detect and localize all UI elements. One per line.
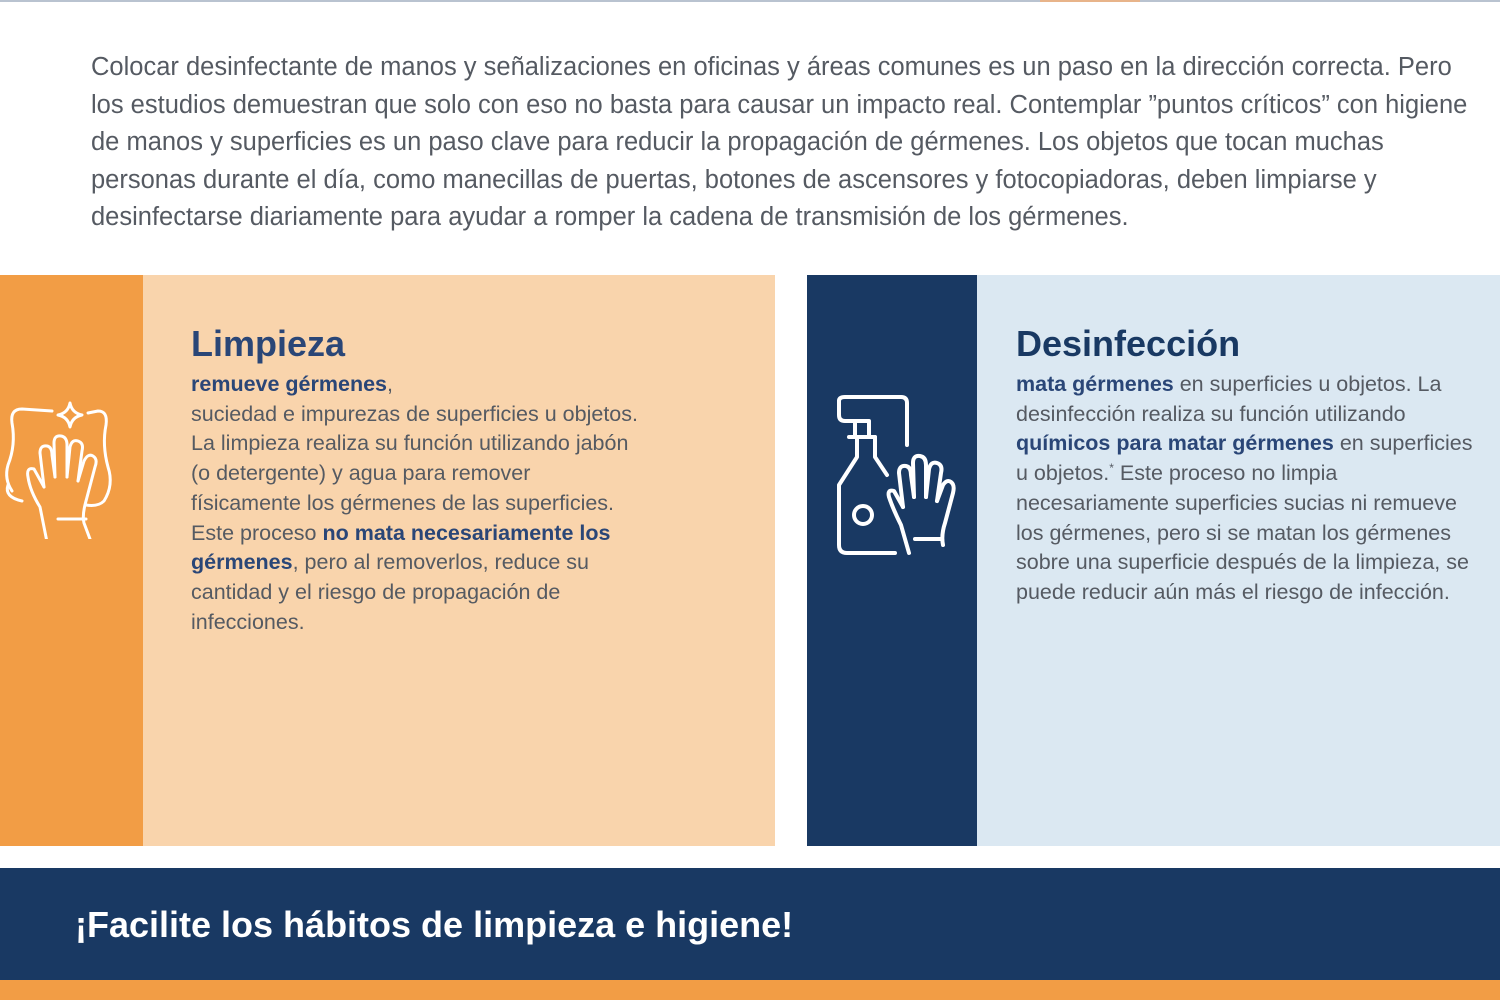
disinfection-description <box>1016 370 1486 608</box>
cleaning-title: Limpieza <box>191 323 346 364</box>
footnote-mark: * <box>1109 460 1114 475</box>
spray-bottle-glove-icon <box>829 393 957 563</box>
disinfection-text-2: en superficies u objetos. <box>1016 431 1473 486</box>
disinfection-title: Desinfección <box>1016 323 1241 364</box>
cleaning-text-end: , pero al removerlos, reduce su cantidad y el riesgo de propagación de infecciones. <box>191 550 589 634</box>
banner-heading: ¡Facilite los hábitos de limpieza e higiene! <box>75 904 794 945</box>
disinfection-text-1: en superficies u objetos. La desinfección realiza su función utilizando <box>1016 372 1442 426</box>
cleaning-highlight-removes: remueve gérmenes <box>191 372 387 396</box>
cleaning-text-main: suciedad e impurezas de superficies u objetos. La limpieza realiza su función utilizando jabón (o detergente) y agua para remover físicamente los gérmenes de las superficies. Este proceso <box>191 401 638 545</box>
cleaning-card <box>0 275 775 846</box>
bottom-accent-bar <box>0 980 1500 1000</box>
cleaning-text-comma: , <box>387 372 393 396</box>
disinfection-card <box>807 275 1500 846</box>
cleaning-description <box>191 370 646 637</box>
disinfection-text-3: Este proceso no limpia necesariamente superficies sucias ni remueve los gérmenes, pero si se matan los gérmenes sobre una superficie después de la limpieza, se puede reducir aún más el riesgo de infección. <box>1016 461 1469 604</box>
cleaning-cloth-glove-icon <box>0 389 122 539</box>
habits-banner <box>0 868 1500 980</box>
top-divider <box>0 0 1500 2</box>
disinfection-icon-strip <box>807 275 977 846</box>
disinfection-highlight-kills: mata gérmenes <box>1016 372 1174 396</box>
disinfection-highlight-chemicals: químicos para matar gérmenes <box>1016 431 1334 456</box>
cleaning-icon-strip <box>0 275 143 846</box>
intro-paragraph: Colocar desinfectante de manos y señalizaciones en oficinas y áreas comunes es un paso en la dirección correcta. Pero los estudios demuestran que solo con eso no basta para causar un impacto real. Contemplar ”puntos críticos” con higiene de manos y superficies es un paso clave para reducir la propagación de gérmenes. Los objetos que tocan muchas personas durante el día, como manecillas de puertas, botones de ascensores y fotocopiadoras, deben limpiarse y desinfectarse diariamente para ayudar a romper la cadena de transmisión de los gérmenes. <box>91 53 1468 231</box>
top-divider-accent <box>1040 0 1140 2</box>
cleaning-highlight-not-kill: no mata necesariamente los gérmenes <box>191 520 611 575</box>
